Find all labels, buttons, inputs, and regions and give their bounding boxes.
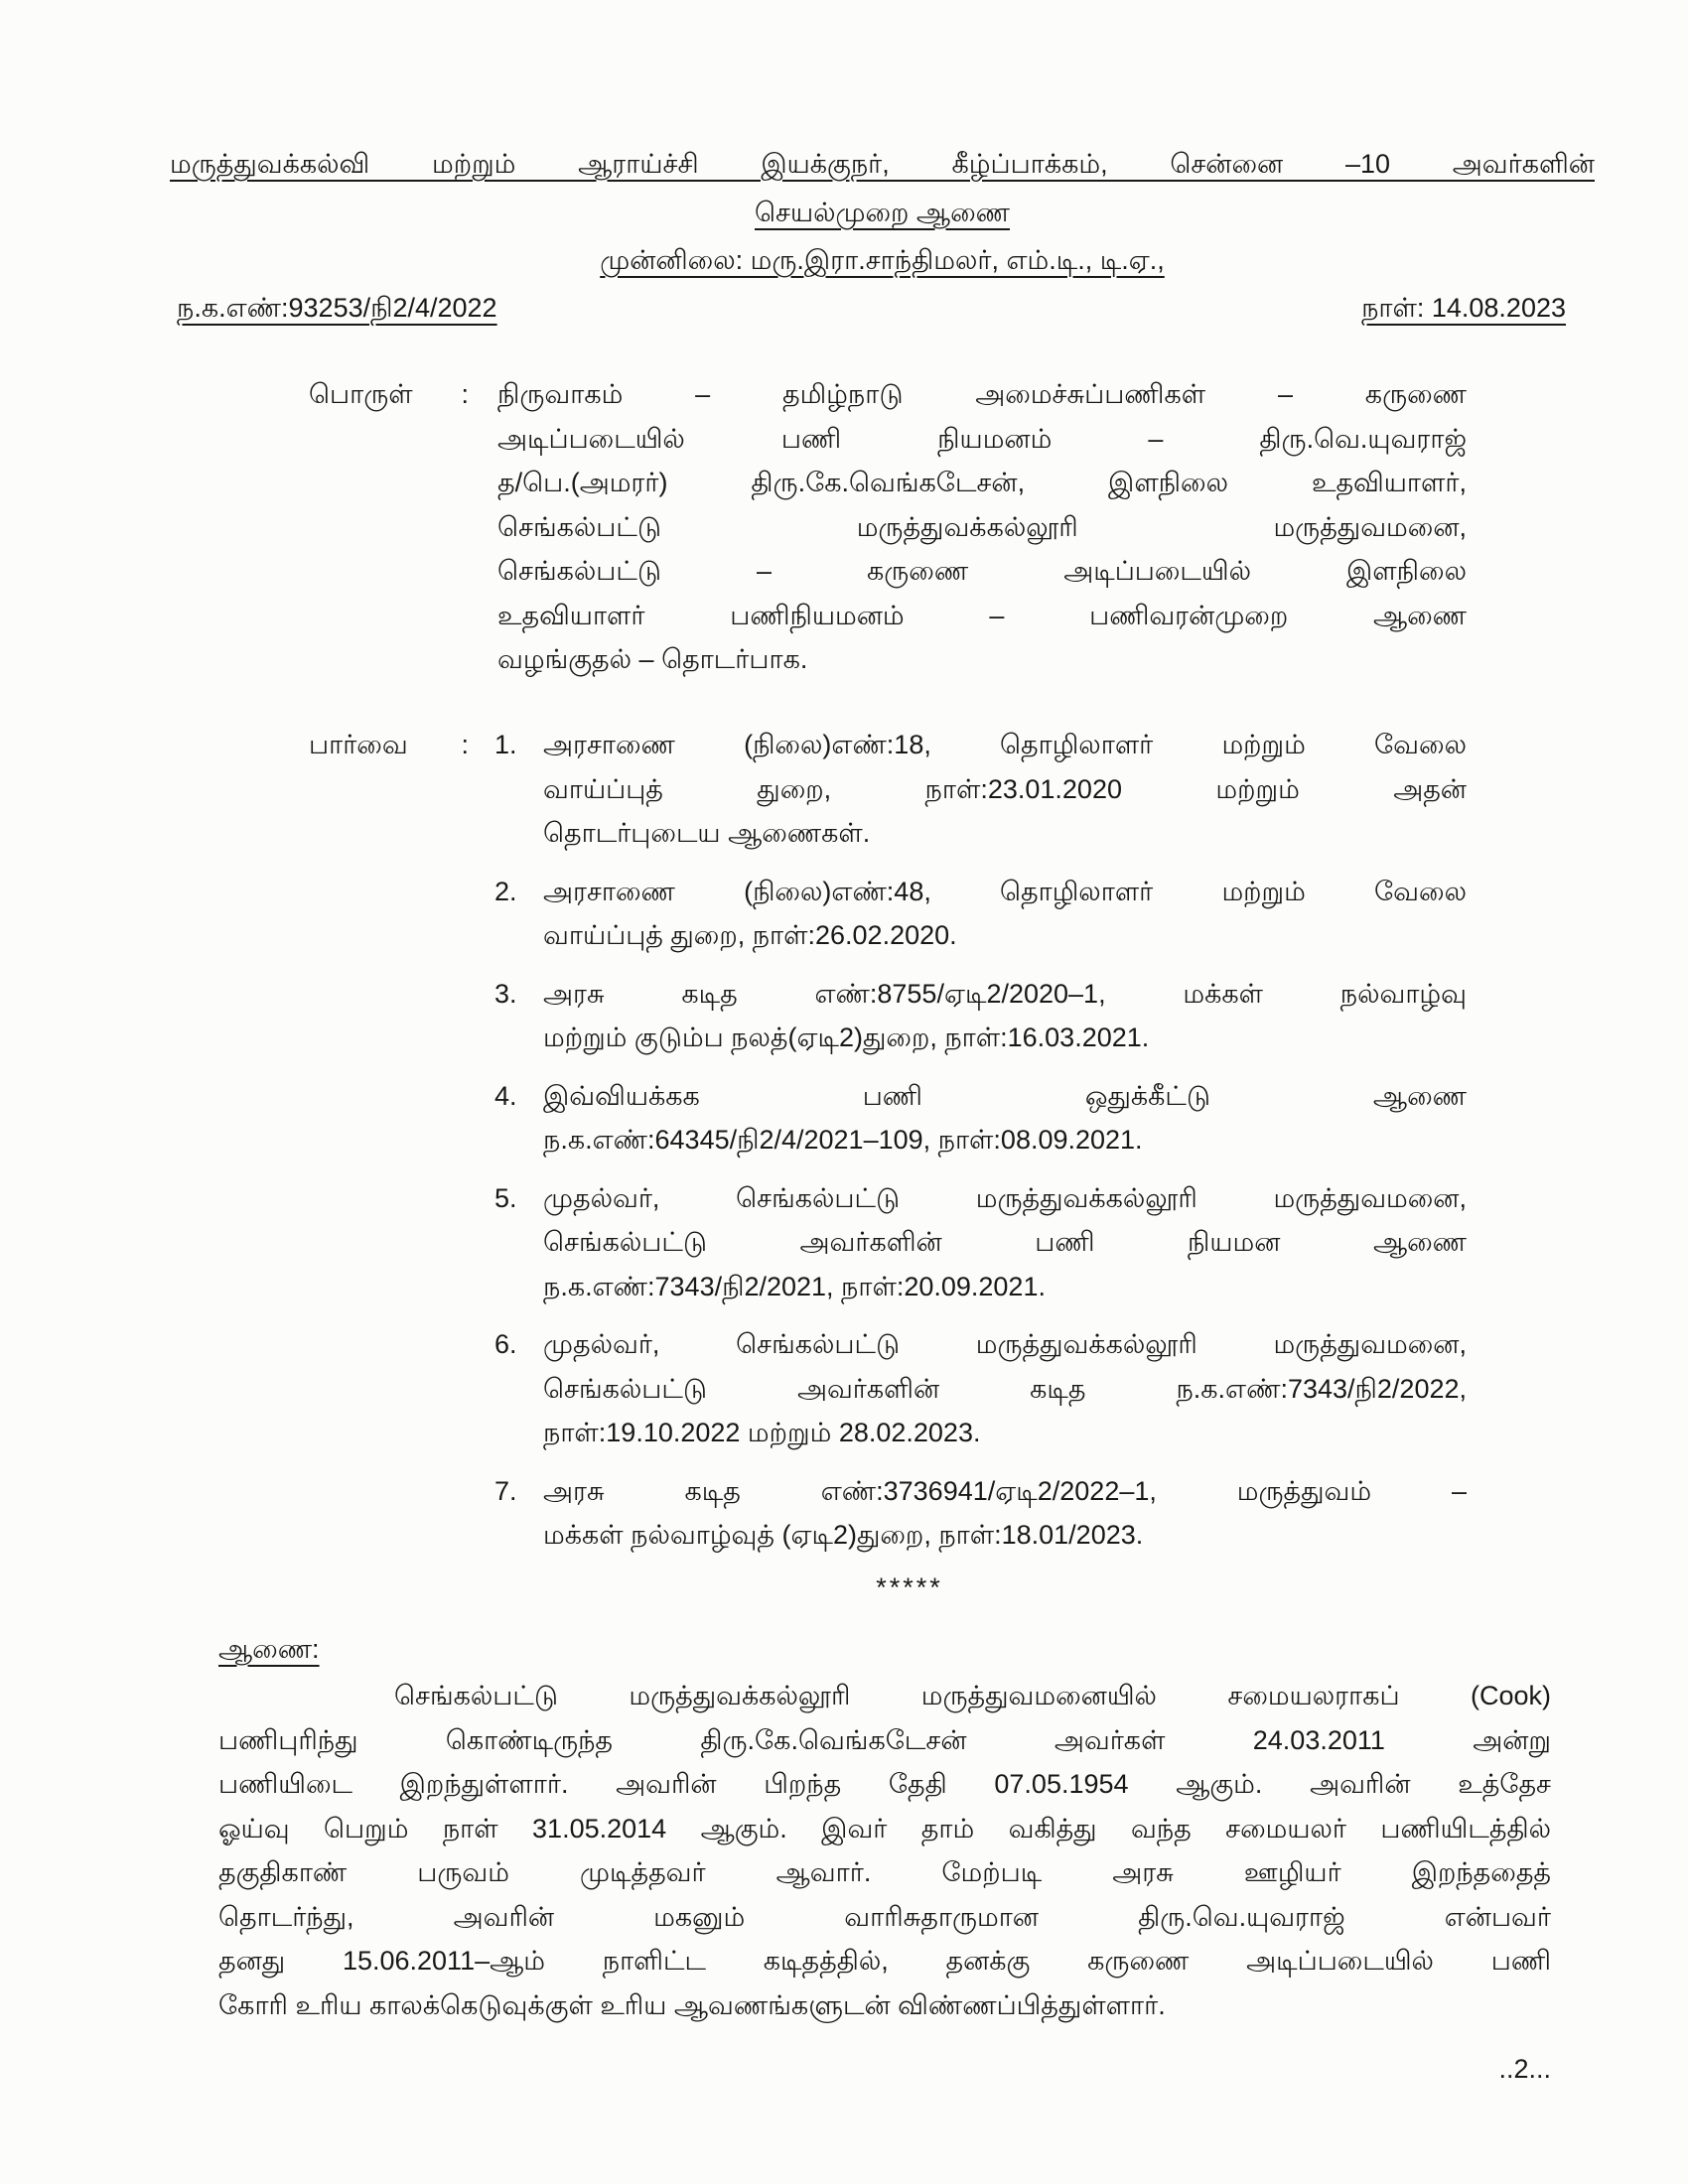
reference-item [494, 1176, 1467, 1309]
subject-section [309, 372, 1467, 682]
order-line: செங்கல்பட்டு மருத்துவக்கல்லூரி மருத்துவமனையில் சமையலராகப் (Cook) [394, 1681, 1551, 1710]
reference-item-text [543, 1074, 1467, 1162]
reference-item [494, 723, 1467, 856]
reference-line: வாய்ப்புத் துறை, நாள்:26.02.2020. [543, 920, 957, 950]
order-line: ஓய்வு பெறும் நாள் 31.05.2014 ஆகும். இவர் தாம் வகித்து வந்த சமையலர் பணியிடத்தில் [218, 1813, 1551, 1843]
subject-line: செங்கல்பட்டு – கருணை அடிப்படையில் இளநிலை [497, 556, 1467, 586]
reference-item-text [543, 1469, 1467, 1558]
subject-line: நிருவாகம் – தமிழ்நாடு அமைச்சுப்பணிகள் – கருணை [497, 379, 1467, 409]
reference-line: செங்கல்பட்டு அவர்களின் பணி நியமன ஆணை [543, 1227, 1467, 1257]
reference-line: நாள்:19.10.2022 மற்றும் 28.02.2023. [543, 1418, 981, 1447]
references-label: பார்வை : [309, 730, 469, 759]
reference-number: ந.க.எண்:93253/நி2/4/2022 [177, 293, 497, 323]
reference-item [494, 870, 1467, 958]
order-line: தனது 15.06.2011–ஆம் நாளிட்ட கடிதத்தில், தனக்கு கருணை அடிப்படையில் பணி [218, 1946, 1551, 1976]
reference-line: ந.க.எண்:64345/நி2/4/2021–109, நாள்:08.09.2021. [543, 1125, 1143, 1155]
reference-item-text [543, 972, 1467, 1060]
order-line: தகுதிகாண் பருவம் முடித்தவர் ஆவார். மேற்படி அரசு ஊழியர் இறந்ததைத் [218, 1857, 1551, 1887]
reference-item-number: 4. [494, 1080, 517, 1111]
subject-line: வழங்குதல் – தொடர்பாக. [497, 644, 808, 674]
reference-line: அரசு கடித எண்:3736941/ஏடி2/2022–1, மருத்துவம் – [543, 1475, 1467, 1506]
reference-line: தொடர்புடைய ஆணைகள். [543, 818, 871, 848]
order-line: தொடர்ந்து, அவரின் மகனும் வாரிசுதாருமான திரு.வெ.யுவராஜ் என்பவர் [218, 1901, 1551, 1932]
reference-date-row [177, 286, 1566, 331]
reference-item-number: 3. [494, 978, 517, 1009]
order-heading: ஆணை: [218, 1634, 320, 1664]
references-section [309, 723, 1467, 1571]
reference-line: வாய்ப்புத் துறை, நாள்:23.01.2020 மற்றும் அதன் [543, 773, 1467, 804]
subject-line: த/பெ.(அமரர்) திரு.கே.வெங்கடேசன், இளநிலை உதவியாளர், [497, 468, 1467, 497]
references-list [494, 723, 1467, 1558]
reference-item-text [543, 723, 1467, 856]
order-date: நாள்: 14.08.2023 [1361, 293, 1566, 323]
order-body [218, 1674, 1551, 2027]
reference-item-number: 6. [494, 1329, 517, 1359]
reference-line: அரசாணை (நிலை)எண்:48, தொழிலாளர் மற்றும் வேலை [543, 876, 1467, 906]
reference-item-text [543, 870, 1467, 958]
order-line: பணிபுரிந்து கொண்டிருந்த திரு.கே.வெங்கடேசன் அவர்கள் 24.03.2011 அன்று [218, 1724, 1551, 1755]
reference-line: மற்றும் குடும்ப நலத்(ஏடி2)துறை, நாள்:16.03.2021. [543, 1023, 1150, 1052]
reference-line: முதல்வர், செங்கல்பட்டு மருத்துவக்கல்லூரி மருத்துவமனை, [543, 1182, 1467, 1213]
reference-item-text [543, 1176, 1467, 1309]
subject-label: பொருள் : [309, 379, 469, 409]
order-line: பணியிடை இறந்துள்ளார். அவரின் பிறந்த தேதி 07.05.1954 ஆகும். அவரின் உத்தேச [218, 1769, 1551, 1799]
page-continuation-marker: ..2... [1498, 2054, 1551, 2084]
reference-line: அரசு கடித எண்:8755/ஏடி2/2020–1, மக்கள் நல்வாழ்வு [543, 978, 1467, 1009]
reference-item [494, 972, 1467, 1060]
header-authority-line: மருத்துவக்கல்வி மற்றும் ஆராய்ச்சி இயக்குநர், கீழ்ப்பாக்கம், சென்னை –10 அவர்களின் [170, 149, 1595, 179]
reference-item-text [543, 1322, 1467, 1455]
subject-line: செங்கல்பட்டு மருத்துவக்கல்லூரி மருத்துவமனை, [497, 511, 1467, 542]
reference-line: ந.க.எண்:7343/நி2/2021, நாள்:20.09.2021. [543, 1271, 1046, 1301]
reference-line: மக்கள் நல்வாழ்வுத் (ஏடி2)துறை, நாள்:18.01/2023. [543, 1520, 1144, 1550]
reference-item-number: 2. [494, 876, 517, 906]
reference-line: அரசாணை (நிலை)எண்:18, தொழிலாளர் மற்றும் வேலை [543, 730, 1467, 759]
subject-line: உதவியாளர் பணிநியமனம் – பணிவரன்முறை ஆணை [497, 600, 1467, 630]
subject-text [497, 372, 1467, 682]
presided-by-line: முன்னிலை: மரு.இரா.சாந்திமலர், எம்.டி., டி.ஏ., [600, 245, 1165, 275]
reference-item [494, 1469, 1467, 1558]
order-line: கோரி உரிய காலக்கெடுவுக்குள் உரிய ஆவணங்களுடன் விண்ணப்பித்துள்ளார். [218, 1989, 1166, 2020]
reference-item-number: 7. [494, 1475, 517, 1506]
reference-item-number: 5. [494, 1182, 517, 1213]
reference-item-number: 1. [494, 730, 517, 759]
reference-line: முதல்வர், செங்கல்பட்டு மருத்துவக்கல்லூரி மருத்துவமனை, [543, 1329, 1467, 1359]
section-separator: ***** [876, 1572, 943, 1602]
reference-item [494, 1074, 1467, 1162]
reference-line: செங்கல்பட்டு அவர்களின் கடித ந.க.எண்:7343/நி2/2022, [543, 1373, 1467, 1404]
subject-line: அடிப்படையில் பணி நியமனம் – திரு.வெ.யுவராஜ் [497, 423, 1467, 454]
proceedings-title: செயல்முறை ஆணை [755, 198, 1010, 227]
reference-item [494, 1322, 1467, 1455]
reference-line: இவ்வியக்கக பணி ஒதுக்கீட்டு ஆணை [543, 1080, 1467, 1111]
